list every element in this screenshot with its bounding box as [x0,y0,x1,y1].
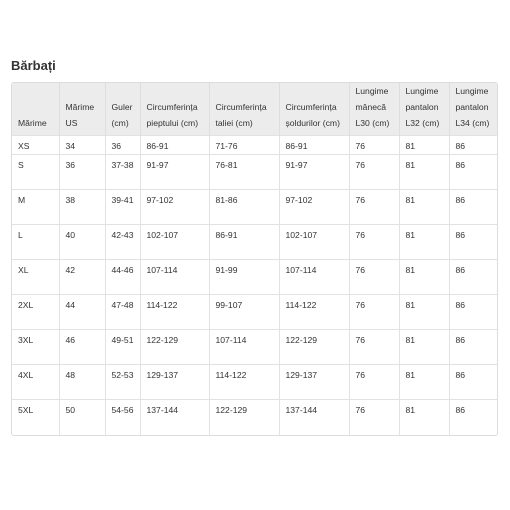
cell-chest: 114-122 [140,295,209,330]
cell-waist: 91-99 [209,260,279,295]
cell-collar: 44-46 [105,260,140,295]
cell-inseam-34: 86 [449,260,497,295]
cell-collar: 49-51 [105,330,140,365]
cell-waist: 76-81 [209,155,279,190]
cell-size: 4XL [12,365,59,400]
cell-waist: 99-107 [209,295,279,330]
cell-waist: 114-122 [209,365,279,400]
cell-collar: 36 [105,136,140,155]
table-row [12,190,497,225]
cell-sleeve: 76 [349,260,399,295]
cell-sleeve: 76 [349,295,399,330]
column-header-waist: Circumferința taliei (cm) [209,83,279,136]
cell-inseam-32: 81 [399,295,449,330]
cell-size: XL [12,260,59,295]
table-header-row [12,83,497,136]
cell-chest: 86-91 [140,136,209,155]
column-header-inseam-32: Lungime pantalon L32 (cm) [399,83,449,136]
cell-inseam-34: 86 [449,295,497,330]
cell-inseam-32: 81 [399,330,449,365]
cell-inseam-34: 86 [449,330,497,365]
cell-size: M [12,190,59,225]
cell-us-size: 38 [59,190,105,225]
cell-inseam-32: 81 [399,155,449,190]
cell-us-size: 46 [59,330,105,365]
size-table-container [11,82,498,436]
cell-sleeve: 76 [349,225,399,260]
size-table [12,83,497,435]
table-row [12,155,497,190]
cell-us-size: 50 [59,400,105,435]
cell-us-size: 36 [59,155,105,190]
cell-hips: 97-102 [279,190,349,225]
cell-sleeve: 76 [349,365,399,400]
page-title: Bărbați [11,58,56,73]
cell-chest: 137-144 [140,400,209,435]
cell-inseam-32: 81 [399,136,449,155]
cell-inseam-34: 86 [449,400,497,435]
column-header-sleeve: Lungime mânecă L30 (cm) [349,83,399,136]
table-row [12,365,497,400]
cell-inseam-32: 81 [399,190,449,225]
table-row [12,295,497,330]
cell-inseam-32: 81 [399,260,449,295]
cell-size: XS [12,136,59,155]
cell-hips: 86-91 [279,136,349,155]
cell-size: 2XL [12,295,59,330]
cell-us-size: 44 [59,295,105,330]
cell-waist: 71-76 [209,136,279,155]
cell-sleeve: 76 [349,136,399,155]
cell-inseam-34: 86 [449,155,497,190]
column-header-chest: Circumferința pieptului (cm) [140,83,209,136]
table-body [12,136,497,435]
cell-size: 5XL [12,400,59,435]
cell-sleeve: 76 [349,190,399,225]
cell-size: S [12,155,59,190]
cell-inseam-34: 86 [449,225,497,260]
cell-collar: 47-48 [105,295,140,330]
cell-collar: 52-53 [105,365,140,400]
cell-sleeve: 76 [349,330,399,365]
cell-us-size: 40 [59,225,105,260]
cell-sleeve: 76 [349,155,399,190]
cell-collar: 39-41 [105,190,140,225]
cell-size: L [12,225,59,260]
cell-inseam-32: 81 [399,400,449,435]
column-header-collar: Guler (cm) [105,83,140,136]
cell-hips: 129-137 [279,365,349,400]
cell-chest: 107-114 [140,260,209,295]
cell-inseam-32: 81 [399,365,449,400]
cell-chest: 102-107 [140,225,209,260]
cell-hips: 107-114 [279,260,349,295]
cell-hips: 114-122 [279,295,349,330]
column-header-size: Mărime [12,83,59,136]
table-row [12,260,497,295]
cell-us-size: 48 [59,365,105,400]
cell-inseam-32: 81 [399,225,449,260]
cell-chest: 97-102 [140,190,209,225]
column-header-us-size: Mărime US [59,83,105,136]
cell-collar: 42-43 [105,225,140,260]
table-row [12,225,497,260]
cell-size: 3XL [12,330,59,365]
cell-inseam-34: 86 [449,190,497,225]
cell-chest: 91-97 [140,155,209,190]
cell-collar: 37-38 [105,155,140,190]
column-header-inseam-34: Lungime pantalon L34 (cm) [455,86,490,128]
cell-hips: 91-97 [279,155,349,190]
cell-waist: 107-114 [209,330,279,365]
column-header-hips: Circumferința șoldurilor (cm) [279,83,349,136]
cell-chest: 122-129 [140,330,209,365]
cell-waist: 81-86 [209,190,279,225]
cell-hips: 102-107 [279,225,349,260]
cell-us-size: 34 [59,136,105,155]
table-row [12,330,497,365]
cell-inseam-34: 86 [449,365,497,400]
table-row [12,136,497,155]
cell-collar: 54-56 [105,400,140,435]
cell-waist: 122-129 [209,400,279,435]
cell-waist: 86-91 [209,225,279,260]
table-row [12,400,497,435]
cell-hips: 122-129 [279,330,349,365]
cell-chest: 129-137 [140,365,209,400]
cell-hips: 137-144 [279,400,349,435]
cell-inseam-34: 86 [449,136,497,155]
cell-us-size: 42 [59,260,105,295]
cell-sleeve: 76 [349,400,399,435]
